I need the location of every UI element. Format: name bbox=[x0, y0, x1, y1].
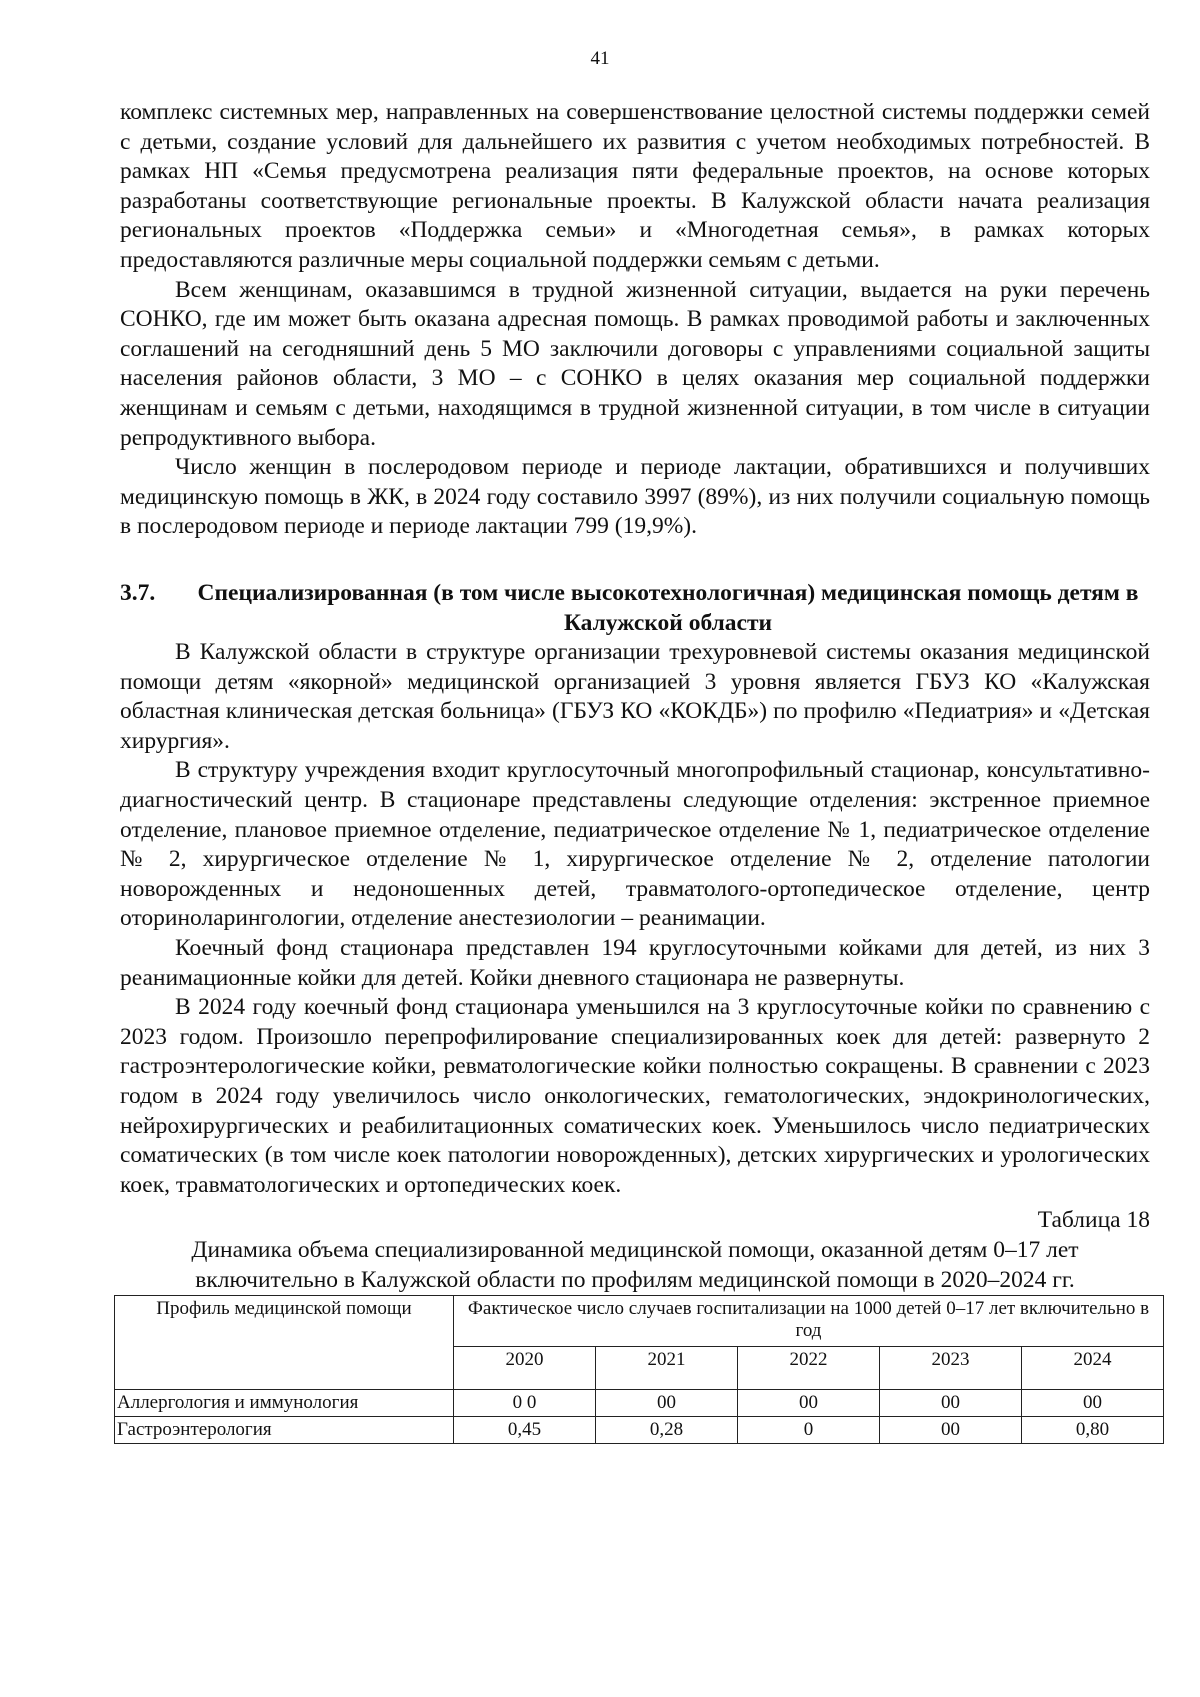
header-year: 2020 bbox=[454, 1347, 596, 1390]
table-cell: 0,80 bbox=[1021, 1417, 1163, 1444]
table-cell: 0,28 bbox=[595, 1417, 737, 1444]
section-heading bbox=[120, 579, 1150, 638]
header-group: Фактическое число случаев госпитализации на 1000 детей 0–17 лет включительно в год bbox=[454, 1296, 1164, 1347]
table-cell: 0 0 bbox=[454, 1390, 596, 1417]
paragraph: В Калужской области в структуре организации трехуровневой системы оказания медицинской помощи детям «якорной» медицинской организацией 3 уровня является ГБУЗ КО «Калужская областная клиническая детская больница» (ГБУЗ КО «КОКДБ») по профилю «Педиатрия» и «Детская хирургия». bbox=[120, 639, 1150, 754]
table-cell: 0 bbox=[737, 1417, 879, 1444]
header-year: 2021 bbox=[595, 1347, 737, 1390]
table-row bbox=[115, 1390, 1164, 1417]
header-year: 2022 bbox=[737, 1347, 879, 1390]
section-title: Специализированная (в том числе высокотехнологичная) медицинская помощь детям в Калужской области bbox=[197, 579, 1139, 636]
table-label: Таблица 18 bbox=[1037, 1207, 1150, 1234]
paragraph: Коечный фонд стационара представлен 194 круглосуточными койками для детей, из них 3 реанимационные койки для детей. Койки дневного стационара не развернуты. bbox=[120, 935, 1150, 991]
table-caption-line: Динамика объема специализированной медицинской помощи, оказанной детям 0–17 лет bbox=[191, 1236, 1079, 1263]
table-cell: 00 bbox=[737, 1390, 879, 1417]
table-header-row bbox=[115, 1296, 1164, 1347]
header-year: 2024 bbox=[1021, 1347, 1163, 1390]
header-profile: Профиль медицинской помощи bbox=[115, 1296, 454, 1390]
row-label: Аллергология и иммунология bbox=[115, 1390, 454, 1417]
paragraph: Число женщин в послеродовом периоде и периоде лактации, обратившихся и получивших медицинскую помощь в ЖК, в 2024 году составило 3997 (89%), из них получили социальную помощь в послеродовом периоде и периоде лактации 799 (19,9%). bbox=[120, 454, 1150, 540]
paragraph: В 2024 году коечный фонд стационара уменьшился на 3 круглосуточные койки по сравнению с 2023 годом. Произошло перепрофилирование специализированных коек для детей: развернуто 2 гастроэнтерологические койки, ревматологические койки полностью сокращены. В сравнении с 2023 годом в 2024 году увеличилось число онкологических, гематологических, эндокринологических, нейрохирургических и реабилитационных соматических коек. Уменьшилось число педиатрических соматических (в том числе коек патологии новорожденных), детских хирургических и урологических коек, травматологических и ортопедических коек. bbox=[120, 994, 1150, 1198]
table-cell: 00 bbox=[595, 1390, 737, 1417]
table-cell: 00 bbox=[879, 1390, 1021, 1417]
page-number: 41 bbox=[590, 48, 610, 69]
paragraph: В структуру учреждения входит круглосуточный многопрофильный стационар, консультативно-диагностический центр. В стационаре представлены следующие отделения: экстренное приемное отделение, плановое приемное отделение, педиатрическое отделение № 1, педиатрическое отделение № 2, хирургическое отделение № 1, хирургическое отделение № 2, отделение патологии новорожденных и недоношенных детей, травматолого-ортопедическое отделение, центр оториноларингологии, отделение анестезиологии – реанимации. bbox=[120, 757, 1150, 932]
section-number: 3.7. bbox=[120, 579, 156, 606]
table-cell: 00 bbox=[879, 1417, 1021, 1444]
data-table bbox=[114, 1295, 1164, 1444]
table-row bbox=[115, 1417, 1164, 1444]
row-label: Гастроэнтерология bbox=[115, 1417, 454, 1444]
table-cell: 0,45 bbox=[454, 1417, 596, 1444]
paragraph: Всем женщинам, оказавшимся в трудной жизненной ситуации, выдается на руки перечень СОНКО, где им может быть оказана адресная помощь. В рамках проводимой работы и заключенных соглашений на сегодняшний день 5 МО заключили договоры с управлениями социальной защиты населения районов области, 3 МО – с СОНКО в целях оказания мер социальной поддержки женщинам и семьям с детьми, находящимся в трудной жизненной ситуации, в том числе в ситуации репродуктивного выбора. bbox=[120, 276, 1150, 451]
table-cell: 00 bbox=[1021, 1390, 1163, 1417]
table-caption-line: включительно в Калужской области по профилям медицинской помощи в 2020–2024 гг. bbox=[195, 1266, 1075, 1293]
page-content bbox=[117, 98, 1150, 1444]
header-year: 2023 bbox=[879, 1347, 1021, 1390]
paragraph-continued: комплекс системных мер, направленных на совершенствование целостной системы поддержки семей с детьми, создание условий для дальнейшего их развития с учетом необходимых потребностей. В рамках НП «Семья предусмотрена реализация пяти федеральные проектов, на основе которых разработаны соответствующие региональные проекты. В Калужской области начата реализация региональных проектов «Поддержка семьи» и «Многодетная семья», в рамках которых предоставляются различные меры социальной поддержки семьям с детьми. bbox=[120, 99, 1150, 273]
